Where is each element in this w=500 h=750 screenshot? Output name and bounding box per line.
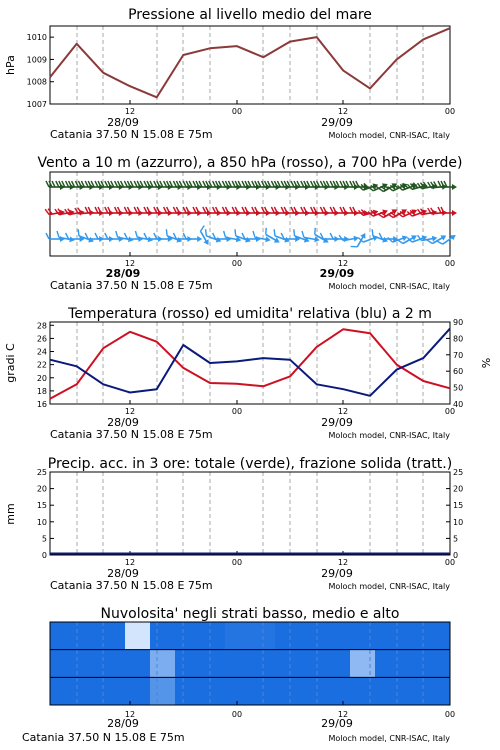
temperature-y-tick-label: 26 xyxy=(36,334,47,344)
pressure-credit: Moloch model, CNR-ISAC, Italy xyxy=(328,131,450,140)
temperature-y-axis-label: gradi C xyxy=(4,343,17,383)
cloud-cell xyxy=(325,677,351,705)
cloud-credit: Moloch model, CNR-ISAC, Italy xyxy=(328,734,450,743)
cloud-cell xyxy=(200,650,226,678)
wind-barb xyxy=(291,229,312,244)
wind-barb-feather xyxy=(46,233,49,239)
wind-barb-feather xyxy=(438,207,441,213)
wind-barb-feather xyxy=(154,181,157,187)
wind-barb-feather xyxy=(320,207,323,213)
pressure-date-label: 29/09 xyxy=(321,116,353,129)
cloud-cell xyxy=(400,650,426,678)
wind-barb xyxy=(232,207,251,216)
wind-barb xyxy=(75,229,96,244)
wind-barb-head xyxy=(216,237,223,244)
temperature-x-tick-label: 12 xyxy=(124,407,136,416)
pressure-date-label: 28/09 xyxy=(107,116,139,129)
cloud-cell xyxy=(100,650,126,678)
wind-barb xyxy=(124,207,143,216)
wind-barb-feather xyxy=(281,181,284,187)
cloud-x-tick-label: 12 xyxy=(337,710,349,719)
wind-barb-feather xyxy=(164,181,167,187)
wind-barb-feather xyxy=(252,207,255,213)
pressure-frame xyxy=(50,26,450,104)
cloud-cell xyxy=(425,677,451,705)
humidity-y2-tick-label: 90 xyxy=(453,318,464,327)
cloud-cell xyxy=(150,622,176,650)
wind-barb-feather xyxy=(330,207,333,213)
precip-right-y2-tick-label: 15 xyxy=(453,501,464,511)
humidity-y-axis-label: % xyxy=(480,357,493,369)
temperature-x-tick-label: 00 xyxy=(231,407,243,416)
wind-barb-feather xyxy=(164,229,169,236)
wind-barb-feather xyxy=(85,207,88,213)
precip-date-label: 29/09 xyxy=(321,567,353,580)
wind-barb-feather xyxy=(124,181,127,187)
wind-location: Catania 37.50 N 15.08 E 75m xyxy=(50,279,213,292)
precip-y-tick-label: 0 xyxy=(41,551,47,560)
cloud-x-tick-label: 12 xyxy=(124,710,136,719)
wind-barb xyxy=(55,231,75,243)
wind-barb xyxy=(183,233,202,242)
cloud-cell xyxy=(100,677,126,705)
wind-barb-feather xyxy=(301,207,304,213)
wind-barb-feather xyxy=(95,233,98,239)
cloud-cell xyxy=(300,622,326,650)
wind-barb-feather xyxy=(351,244,358,250)
wind-barb xyxy=(95,207,114,216)
humidity-y2-tick-label: 40 xyxy=(453,400,464,409)
wind-barb xyxy=(438,181,457,190)
pressure-x-tick-label: 00 xyxy=(444,107,456,116)
temperature-date-label: 29/09 xyxy=(321,416,353,429)
temperature-credit: Moloch model, CNR-ISAC, Italy xyxy=(328,431,450,440)
cloud-cell xyxy=(200,677,226,705)
wind-barb xyxy=(55,206,75,218)
temperature-series-line xyxy=(50,329,450,399)
wind-barb-feather xyxy=(291,207,294,213)
cloud-cell xyxy=(225,677,251,705)
cloud-cell xyxy=(125,622,151,650)
wind-barb xyxy=(311,228,332,245)
cloud-cell xyxy=(350,650,376,678)
wind-barb xyxy=(222,207,241,216)
wind-barb xyxy=(320,233,339,242)
precip-frame xyxy=(50,472,450,555)
wind-barb xyxy=(196,226,213,247)
wind-barb-feather xyxy=(199,226,206,232)
wind-barb-feather xyxy=(213,181,216,187)
wind-x-tick-label: 00 xyxy=(444,259,456,268)
wind-barb-feather xyxy=(134,231,138,237)
cloud-cell xyxy=(350,622,376,650)
wind-barb-feather xyxy=(105,207,108,213)
wind-barb xyxy=(271,207,290,216)
cloud-cell xyxy=(100,622,126,650)
cloud-cell xyxy=(275,677,301,705)
cloud-cell xyxy=(175,650,201,678)
temperature-location: Catania 37.50 N 15.08 E 75m xyxy=(50,428,213,441)
wind-barb xyxy=(242,207,261,216)
wind-barb-feather xyxy=(252,181,255,187)
wind-barb-feather xyxy=(233,229,238,236)
cloud-cell xyxy=(400,622,426,650)
temperature-y-tick-label: 24 xyxy=(36,347,47,357)
wind-barb xyxy=(114,231,134,243)
wind-barb-feather xyxy=(183,181,186,187)
wind-barb xyxy=(163,229,184,244)
wind-barb xyxy=(134,207,153,216)
wind-barb-head xyxy=(245,237,252,244)
cloud-title: Nuvolosita' negli strati basso, medio e alto xyxy=(100,606,400,622)
cloud-x-tick-label: 00 xyxy=(231,710,243,719)
wind-barb-head xyxy=(452,184,457,190)
wind-barb-feather xyxy=(203,181,206,187)
wind-barb-feather xyxy=(193,181,196,187)
temperature-y-tick-label: 16 xyxy=(36,400,47,409)
wind-barb-head xyxy=(452,210,457,216)
wind-barb-head xyxy=(197,236,202,242)
wind-barb xyxy=(340,207,359,216)
precip-title: Precip. acc. in 3 ore: totale (verde), frazione solida (tratt.) xyxy=(47,456,453,472)
wind-barb-feather xyxy=(232,181,235,187)
wind-barb-feather xyxy=(204,229,209,236)
wind-x-tick-label: 12 xyxy=(337,259,349,268)
wind-barb-feather xyxy=(66,181,69,187)
wind-barb xyxy=(85,207,104,216)
wind-barb xyxy=(144,233,163,242)
precip-date-label: 28/09 xyxy=(107,567,139,580)
pressure-x-tick-label: 00 xyxy=(231,107,243,116)
temperature-y-tick-label: 20 xyxy=(36,373,47,383)
humidity-y2-tick-label: 80 xyxy=(453,334,464,344)
wind-barb-feather xyxy=(164,207,167,213)
cloud-cell xyxy=(325,622,351,650)
precip-right-y2-tick-label: 20 xyxy=(453,484,464,494)
wind-barb-feather xyxy=(85,181,88,187)
pressure-y-tick-label: 1009 xyxy=(26,55,47,65)
wind-barb xyxy=(164,207,183,216)
precip-y-tick-label: 10 xyxy=(36,517,47,527)
wind-barb xyxy=(291,207,310,216)
cloud-cell xyxy=(225,650,251,678)
wind-barb-feather xyxy=(301,231,305,237)
wind-barb-head xyxy=(176,237,183,244)
wind-barb-feather xyxy=(144,181,147,187)
wind-barb xyxy=(330,207,349,216)
cloud-cell xyxy=(325,650,351,678)
cloud-cell xyxy=(50,650,76,678)
cloud-cell xyxy=(300,650,326,678)
pressure-y-axis-label: hPa xyxy=(4,55,17,75)
cloud-cell xyxy=(50,622,76,650)
wind-barb-feather xyxy=(154,233,157,239)
wind-barb xyxy=(213,207,232,216)
wind-barb-feather xyxy=(292,229,297,236)
temperature-title: Temperatura (rosso) ed umidita' relativa (blu) a 2 m xyxy=(68,306,432,322)
cloud-cell xyxy=(225,622,251,650)
pressure-y-tick-label: 1007 xyxy=(26,100,47,109)
wind-barb-feather xyxy=(56,231,60,237)
wind-barb-feather xyxy=(105,233,108,239)
wind-barb xyxy=(262,228,283,245)
humidity-y2-tick-label: 50 xyxy=(453,383,464,393)
temperature-y-tick-label: 22 xyxy=(36,360,47,370)
wind-barb-feather xyxy=(223,231,227,237)
wind-barb-feather xyxy=(115,207,118,213)
cloud-cell xyxy=(425,650,451,678)
temperature-frame xyxy=(50,322,450,404)
precip-credit: Moloch model, CNR-ISAC, Italy xyxy=(328,582,450,591)
cloud-cell xyxy=(175,622,201,650)
wind-barb-feather xyxy=(124,207,127,213)
temperature-x-tick-label: 00 xyxy=(444,407,456,416)
wind-barb-feather xyxy=(350,207,353,213)
precip-y-tick-label: 15 xyxy=(36,501,47,511)
wind-credit: Moloch model, CNR-ISAC, Italy xyxy=(328,282,450,291)
precip-right-y2-tick-label: 0 xyxy=(453,551,459,560)
wind-barb-feather xyxy=(144,207,147,213)
pressure-x-tick-label: 12 xyxy=(337,107,349,116)
pressure-location: Catania 37.50 N 15.08 E 75m xyxy=(50,128,213,141)
precip-x-tick-label: 00 xyxy=(444,558,456,567)
wind-barb xyxy=(232,229,253,244)
wind-barb-feather xyxy=(105,181,108,187)
wind-barb xyxy=(252,207,271,216)
temperature-x-tick-label: 12 xyxy=(337,407,349,416)
wind-barb-feather xyxy=(46,181,49,187)
wind-barb-feather xyxy=(232,207,235,213)
wind-barb-feather xyxy=(281,207,284,213)
cloud-date-label: 29/09 xyxy=(321,717,353,730)
wind-barb-feather xyxy=(193,207,196,213)
wind-barb xyxy=(262,207,281,216)
cloud-cell xyxy=(300,677,326,705)
wind-barb-feather xyxy=(320,181,323,187)
wind-barb-feather xyxy=(52,181,55,187)
cloud-cell xyxy=(275,650,301,678)
wind-barb-feather xyxy=(154,207,157,213)
pressure-x-tick-label: 12 xyxy=(124,107,136,116)
cloud-cell xyxy=(150,650,176,678)
wind-barb xyxy=(320,207,339,216)
cloud-x-tick-label: 00 xyxy=(444,710,456,719)
wind-barb-head xyxy=(88,237,95,244)
precip-right-y2-tick-label: 10 xyxy=(453,517,464,527)
cloud-cell xyxy=(275,622,301,650)
wind-barb xyxy=(144,207,163,216)
temperature-y-tick-label: 28 xyxy=(36,321,47,331)
wind-barb xyxy=(183,207,202,216)
precip-x-tick-label: 12 xyxy=(124,558,136,567)
cloud-cell xyxy=(75,622,101,650)
precip-y-tick-label: 20 xyxy=(36,484,47,494)
wind-barb-feather xyxy=(301,181,304,187)
wind-barb-feather xyxy=(350,181,353,187)
precip-y-tick-label: 5 xyxy=(41,534,47,544)
cloud-cell xyxy=(75,650,101,678)
wind-barb-feather xyxy=(56,181,59,187)
cloud-cell xyxy=(150,677,176,705)
wind-barb-feather xyxy=(242,207,245,213)
wind-title: Vento a 10 m (azzurro), a 850 hPa (rosso), a 700 hPa (verde) xyxy=(37,155,463,171)
precip-y-tick-label: 25 xyxy=(36,468,47,477)
wind-barb xyxy=(311,207,330,216)
wind-barb xyxy=(134,231,154,243)
wind-barb-feather xyxy=(311,181,314,187)
cloud-cell xyxy=(125,677,151,705)
wind-barb-feather xyxy=(242,181,245,187)
wind-barb xyxy=(418,180,438,192)
cloud-cell xyxy=(50,677,76,705)
wind-barb-feather xyxy=(213,207,216,213)
temperature-y-tick-label: 18 xyxy=(36,386,47,396)
wind-barb-feather xyxy=(330,233,333,239)
wind-barb-feather xyxy=(438,181,441,187)
wind-barb xyxy=(281,207,300,216)
wind-barb-feather xyxy=(173,207,176,213)
wind-date-label: 28/09 xyxy=(105,267,141,280)
wind-barb-feather xyxy=(203,207,206,213)
wind-date-label: 29/09 xyxy=(319,267,355,280)
humidity-y2-tick-label: 60 xyxy=(453,367,464,377)
wind-barb-feather xyxy=(330,181,333,187)
wind-barb xyxy=(95,233,114,242)
wind-barb-head xyxy=(440,233,447,241)
wind-barb-feather xyxy=(95,181,98,187)
wind-barb xyxy=(339,232,359,244)
wind-barb-feather xyxy=(173,181,176,187)
wind-barb xyxy=(418,206,438,218)
pressure-y-tick-label: 1010 xyxy=(26,33,47,43)
wind-barb-feather xyxy=(115,181,118,187)
wind-barb-feather xyxy=(291,181,294,187)
wind-barb-feather xyxy=(370,229,375,236)
wind-barb-feather xyxy=(311,207,314,213)
wind-barb-feather xyxy=(134,207,137,213)
wind-barb xyxy=(378,204,399,221)
wind-barb xyxy=(428,206,448,217)
wind-barb-feather xyxy=(271,181,274,187)
wind-barb xyxy=(407,179,428,193)
wind-x-tick-label: 12 xyxy=(124,259,136,268)
wind-barb-feather xyxy=(222,207,225,213)
wind-barb-feather xyxy=(222,181,225,187)
wind-barb xyxy=(75,206,95,217)
wind-barb-feather xyxy=(183,207,186,213)
wind-barb xyxy=(369,229,390,244)
pressure-title: Pressione al livello medio del mare xyxy=(128,7,372,23)
pressure-y-tick-label: 1008 xyxy=(26,77,47,87)
precip-right-y2-tick-label: 5 xyxy=(453,534,459,544)
wind-barb-feather xyxy=(263,228,269,235)
cloud-cell xyxy=(125,650,151,678)
temperature-date-label: 28/09 xyxy=(107,416,139,429)
cloud-location: Catania 37.50 N 15.08 E 75m xyxy=(22,731,185,744)
wind-barb-feather xyxy=(115,231,119,237)
wind-barb-feather xyxy=(95,207,98,213)
cloud-cell xyxy=(75,677,101,705)
precip-location: Catania 37.50 N 15.08 E 75m xyxy=(50,579,213,592)
wind-barb xyxy=(438,207,457,216)
wind-barb xyxy=(351,230,368,251)
wind-barb xyxy=(85,233,104,242)
precip-x-tick-label: 00 xyxy=(231,558,243,567)
cloud-cell xyxy=(425,622,451,650)
wind-barb-feather xyxy=(339,235,343,241)
cloud-cell xyxy=(350,677,376,705)
wind-barb-feather xyxy=(272,229,277,236)
precip-x-tick-label: 12 xyxy=(337,558,349,567)
pressure-series-line xyxy=(50,28,450,97)
wind-barb-feather xyxy=(271,207,274,213)
cloud-cell xyxy=(200,622,226,650)
wind-barb-head xyxy=(360,231,368,238)
wind-barb-feather xyxy=(134,181,137,187)
wind-barb-feather xyxy=(340,207,343,213)
wind-barb xyxy=(65,206,85,218)
wind-x-tick-label: 00 xyxy=(231,259,243,268)
wind-barb xyxy=(115,207,134,216)
humidity-y2-tick-label: 70 xyxy=(453,350,464,360)
wind-barb-feather xyxy=(252,231,256,237)
cloud-cell xyxy=(400,677,426,705)
precip-right-y2-tick-label: 25 xyxy=(453,468,464,477)
wind-barb xyxy=(193,207,212,216)
cloud-date-label: 28/09 xyxy=(107,717,139,730)
cloud-cell xyxy=(175,677,201,705)
wind-barb xyxy=(105,207,124,216)
precip-y-axis-label: mm xyxy=(4,503,17,525)
wind-barb xyxy=(45,206,65,218)
wind-barb-feather xyxy=(340,181,343,187)
wind-barb-feather xyxy=(183,233,186,239)
wind-barb xyxy=(203,207,222,216)
